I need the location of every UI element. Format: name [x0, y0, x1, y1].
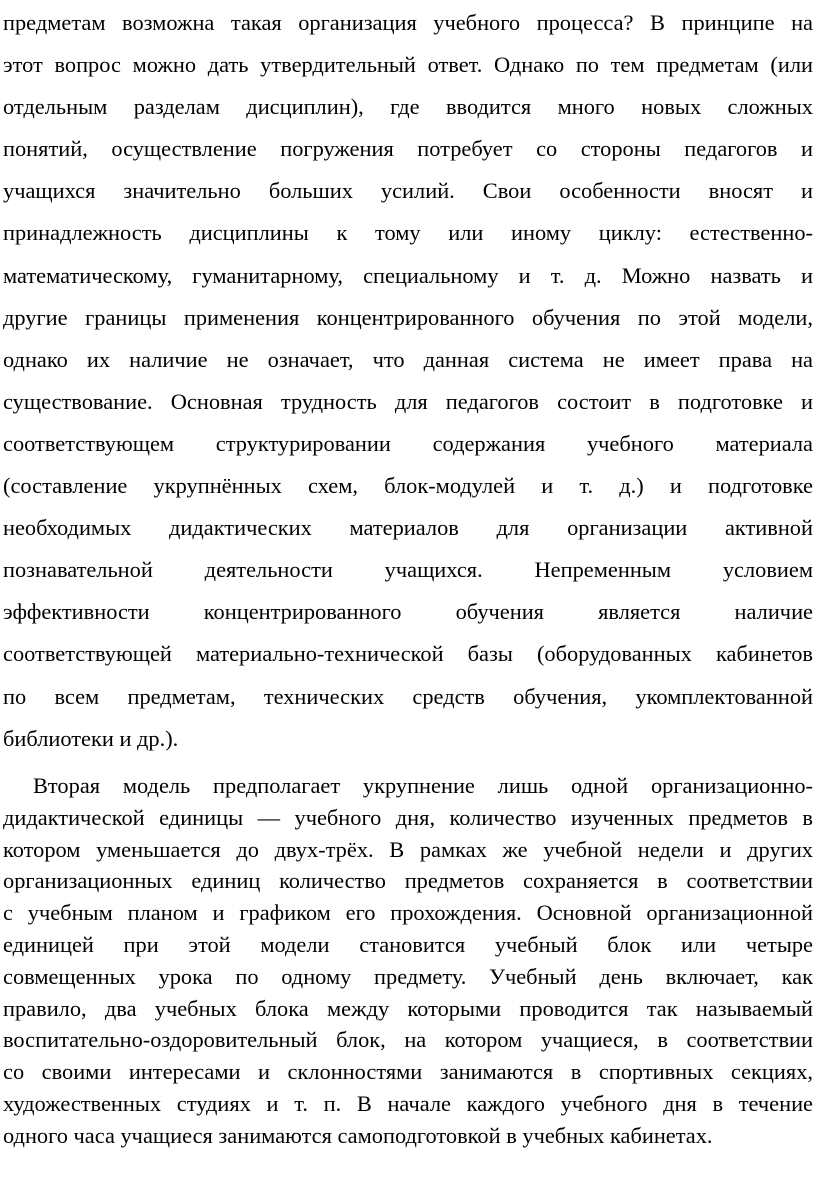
paragraph-1-line: учащихся значительно больших усилий. Свои особенности вносят и: [3, 178, 813, 204]
paragraph-2-line: с учебным планом и графиком его прохождения. Основной организационной: [3, 900, 813, 926]
paragraph-2-line: правило, два учебных блока между которыми проводится так называемый: [3, 995, 813, 1021]
paragraph-2-line: котором уменьшается до двух-трёх. В рамках же учебной недели и других: [3, 836, 813, 862]
paragraph-2-line: Вторая модель предполагает укрупнение лишь одной организационно-: [33, 773, 813, 798]
paragraph-1-line: предметам возможна такая организация учебного процесса? В принципе на: [3, 10, 813, 35]
paragraph-1-line: другие границы применения концентрированного обучения по этой модели,: [3, 304, 813, 330]
paragraph-2-line: воспитательно-оздоровительный блок, на котором учащиеся, в соответствии: [3, 1027, 813, 1053]
paragraph-1-line: понятий, осуществление погружения потребует со стороны педагогов и: [3, 136, 813, 162]
paragraph-1-line: познавательной деятельности учащихся. Непременным условием: [3, 557, 813, 583]
paragraph-2-line: дидактической единицы — учебного дня, количество изученных предметов в: [3, 804, 813, 830]
paragraph-1: [3, 2, 813, 760]
paragraph-1-line: математическому, гуманитарному, специальному и т. д. Можно назвать и: [3, 262, 813, 288]
paragraph-1-line: этот вопрос можно дать утвердительный ответ. Однако по тем предметам (или: [3, 52, 813, 78]
paragraph-2-line: организационных единиц количество предметов сохраняется в соответствии: [3, 868, 813, 894]
paragraph-2-line: совмещенных урока по одному предмету. Учебный день включает, как: [3, 963, 813, 989]
paragraph-1-line: однако их наличие не означает, что данная система не имеет права на: [3, 346, 813, 372]
paragraph-1-line: соответствующем структурировании содержания учебного материала: [3, 430, 813, 456]
paragraph-1-line: необходимых дидактических материалов для организации активной: [3, 515, 813, 541]
paragraph-1-line: эффективности концентрированного обучения является наличие: [3, 599, 813, 625]
paragraph-1-line: библиотеки и др.).: [3, 725, 179, 751]
paragraph-1-line: (составление укрупнённых схем, блок-модулей и т. д.) и подготовке: [3, 473, 813, 499]
paragraph-2: [3, 770, 813, 1152]
paragraph-1-line: существование. Основная трудность для педагогов состоит в подготовке и: [3, 388, 813, 414]
paragraph-1-line: отдельным разделам дисциплин), где вводится много новых сложных: [3, 94, 813, 120]
paragraph-2-line: художественных студиях и т. п. В начале каждого учебного дня в течение: [3, 1090, 813, 1116]
paragraph-2-line: единицей при этой модели становится учебный блок или четыре: [3, 931, 813, 957]
paragraph-1-line: принадлежность дисциплины к тому или иному циклу: естественно-: [3, 220, 813, 246]
paragraph-2-line: одного часа учащиеся занимаются самоподготовкой в учебных кабинетах.: [3, 1122, 713, 1148]
paragraph-1-line: по всем предметам, технических средств обучения, укомплектованной: [3, 683, 813, 709]
paragraph-2-line: со своими интересами и склонностями занимаются в спортивных секциях,: [3, 1059, 813, 1085]
paragraph-1-line: соответствующей материально-технической базы (оборудованных кабинетов: [3, 641, 813, 667]
